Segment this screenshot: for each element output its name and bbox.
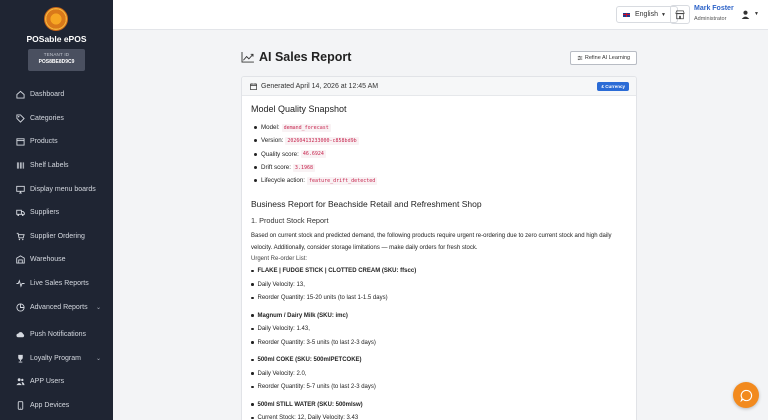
user-icon[interactable] [740,9,751,20]
reorder-item [251,398,627,420]
reorder-item-name-text: Magnum / Dairy Milk (SKU: imc) [257,312,348,319]
sidebar-item-supplier-ordering[interactable] [0,225,113,249]
currency-badge: £ Currency [597,82,629,91]
sidebar-item-label: Supplier Ordering [30,232,85,240]
snapshot-item [254,148,627,161]
reorder-item-detail [251,278,627,292]
cloud-icon [15,330,25,340]
page-title: AI Sales Report [259,50,352,64]
snapshot-label: Drift score: [261,164,291,172]
store-button[interactable] [670,5,690,24]
report-card-body [242,96,636,420]
tenant-label: TENANT ID [43,52,70,57]
bullet [254,166,257,169]
bullet [251,270,254,273]
chart-pie-icon [15,302,25,312]
sidebar-item-categories[interactable] [0,107,113,131]
users-icon [15,377,25,387]
reorder-item-name-text: 500ml COKE (SKU: 500mlPETCOKE) [257,357,362,364]
reorder-item-detail-text: Reorder Quantity: 15-20 units (to last 1-1.5 days) [257,295,388,302]
chat-launcher[interactable] [733,382,759,408]
sidebar-item-push-notifications[interactable] [0,323,113,347]
sidebar-item-products[interactable] [0,130,113,154]
snapshot-label: Model: [261,124,280,132]
sidebar-item-loyalty-program[interactable] [0,347,113,371]
snapshot-value: 3.1968 [294,164,313,171]
phone-icon [15,401,25,411]
snapshot-value: demand_forecast [283,124,329,131]
sidebar [0,0,113,420]
sidebar-item-shelf-labels[interactable] [0,154,113,178]
intro-paragraph: Based on current stock and predicted demand, the following products require urgent re-ordering due to zero current stock and high daily velocity. Additionally, consider storage limitations — make daily orders for fresh stock. [251,233,612,252]
snapshot-value: feature_drift_detected [309,177,376,184]
calendar-icon [250,83,257,90]
bullet [254,153,257,156]
display-icon [15,184,25,194]
box-icon [15,137,25,147]
bullet [251,372,254,375]
reorder-item-name [251,264,627,278]
sidebar-item-label: Shelf Labels [30,162,69,170]
sidebar-item-label: Dashboard [30,91,65,99]
bullet [251,341,254,344]
tag-icon [15,113,25,123]
sidebar-nav [0,83,113,417]
chat-bubble-icon [740,389,753,402]
refine-ai-learning-label: Refine AI Learning [584,55,631,61]
sidebar-item-label: Display menu boards [30,185,96,193]
sidebar-item-suppliers[interactable] [0,201,113,225]
bullet [251,403,254,406]
reorder-list-label: Urgent Re-order List: [251,256,308,263]
snapshot-value: 20260413233000-c858bd9b [287,137,357,144]
bullet [251,328,254,331]
reorder-item-detail [251,336,627,350]
topbar [113,0,768,30]
user-role: Administrator [694,16,727,22]
tenant-box [28,49,85,71]
chevron-down-icon: ⌄ [95,355,101,362]
language-selector[interactable] [616,6,678,23]
reorder-item [251,264,627,305]
snapshot-list [254,121,627,187]
store-icon [675,10,685,20]
bullet [251,314,254,317]
business-report-title: Business Report for Beachside Retail and Refreshment Shop [251,199,482,210]
sidebar-item-label: Loyalty Program [30,354,81,362]
sidebar-item-label: Advanced Reports [30,303,88,311]
snapshot-title: Model Quality Snapshot [251,104,347,114]
brand-name: POSable ePOS [26,34,87,44]
snapshot-value: 46.6924 [302,151,324,158]
pulse-icon [15,279,25,289]
reorder-item-detail-text: Reorder Quantity: 3-5 units (to last 2-3 days) [257,339,376,346]
user-menu-caret-icon[interactable]: ▼ [754,11,759,17]
snapshot-label: Quality score: [261,150,299,158]
sidebar-item-label: Push Notifications [30,331,87,339]
report-card [241,76,637,420]
report-card-header [242,77,636,96]
page-header [241,50,351,64]
reorder-item-detail-text: Daily Velocity: 2.0, [257,370,307,377]
sidebar-item-label: APP Users [30,378,65,386]
reorder-item-name [251,398,627,412]
reorder-item-detail-text: Reorder Quantity: 5-7 units (to last 2-3 days) [257,384,376,391]
reorder-item-detail-text: Daily Velocity: 1.43, [257,326,310,333]
generated-timestamp: Generated April 14, 2026 at 12:45 AM [261,82,379,90]
bullet [254,126,257,129]
uk-flag-icon [622,12,631,18]
bullet [254,179,257,182]
snapshot-item [254,134,627,147]
caret-down-icon: ▼ [660,11,666,18]
chevron-down-icon: ⌄ [95,304,101,311]
reorder-item-name [251,353,627,367]
bullet [251,283,254,286]
sidebar-item-app-devices[interactable] [0,394,113,418]
line-chart-icon [241,52,254,63]
tenant-id: POS8BE8D9C9 [38,59,75,65]
snapshot-item [254,161,627,174]
sidebar-item-app-users[interactable] [0,370,113,394]
reorder-item-detail-text: Daily Velocity: 13, [257,281,305,288]
snapshot-item [254,121,627,134]
snapshot-item [254,174,627,187]
reorder-item-detail [251,380,627,394]
sliders-icon [577,55,583,61]
sidebar-item-label: Categories [30,114,64,122]
sidebar-item-advanced-reports[interactable] [0,295,113,319]
reorder-items [251,264,627,420]
sidebar-item-label: Products [30,138,58,146]
bullet [254,139,257,142]
cart-icon [15,231,25,241]
reorder-item [251,309,627,350]
bullet [251,417,254,420]
warehouse-icon [15,255,25,265]
reorder-item-name-text: FLAKE | FUDGE STICK | CLOTTED CREAM (SKU: ffscc) [257,268,417,275]
sidebar-item-display-menu-boards[interactable] [0,177,113,201]
reorder-item-detail-text: Current Stock: 12, Daily Velocity: 3.43 [257,415,359,420]
trophy-icon [15,353,25,363]
truck-icon [15,208,25,218]
brand-logo[interactable] [44,7,68,31]
user-name[interactable]: Mark Foster [694,5,734,12]
snapshot-label: Lifecycle action: [261,177,306,185]
refine-ai-learning-button[interactable] [570,51,637,65]
reorder-item-detail [251,367,627,381]
reorder-item-detail [251,411,627,420]
language-label: English [635,11,658,18]
bullet [251,359,254,362]
reorder-item [251,353,627,394]
reorder-item-name-text: 500ml STILL WATER (SKU: 500mlsw) [257,401,363,408]
home-icon [15,90,25,100]
sidebar-item-label: Live Sales Reports [30,280,89,288]
sidebar-item-label: Warehouse [30,256,66,264]
sidebar-item-label: Suppliers [30,209,60,217]
sidebar-item-warehouse[interactable] [0,248,113,272]
bullet [251,386,254,389]
sidebar-item-live-sales-reports[interactable] [0,272,113,296]
sidebar-item-label: App Devices [30,402,70,410]
sidebar-item-dashboard[interactable] [0,83,113,107]
reorder-item-detail [251,322,627,336]
reorder-item-detail [251,291,627,305]
reorder-item-name [251,309,627,323]
barcode-icon [15,161,25,171]
section-title: 1. Product Stock Report [251,216,329,226]
snapshot-label: Version: [261,137,284,145]
bullet [251,297,254,300]
